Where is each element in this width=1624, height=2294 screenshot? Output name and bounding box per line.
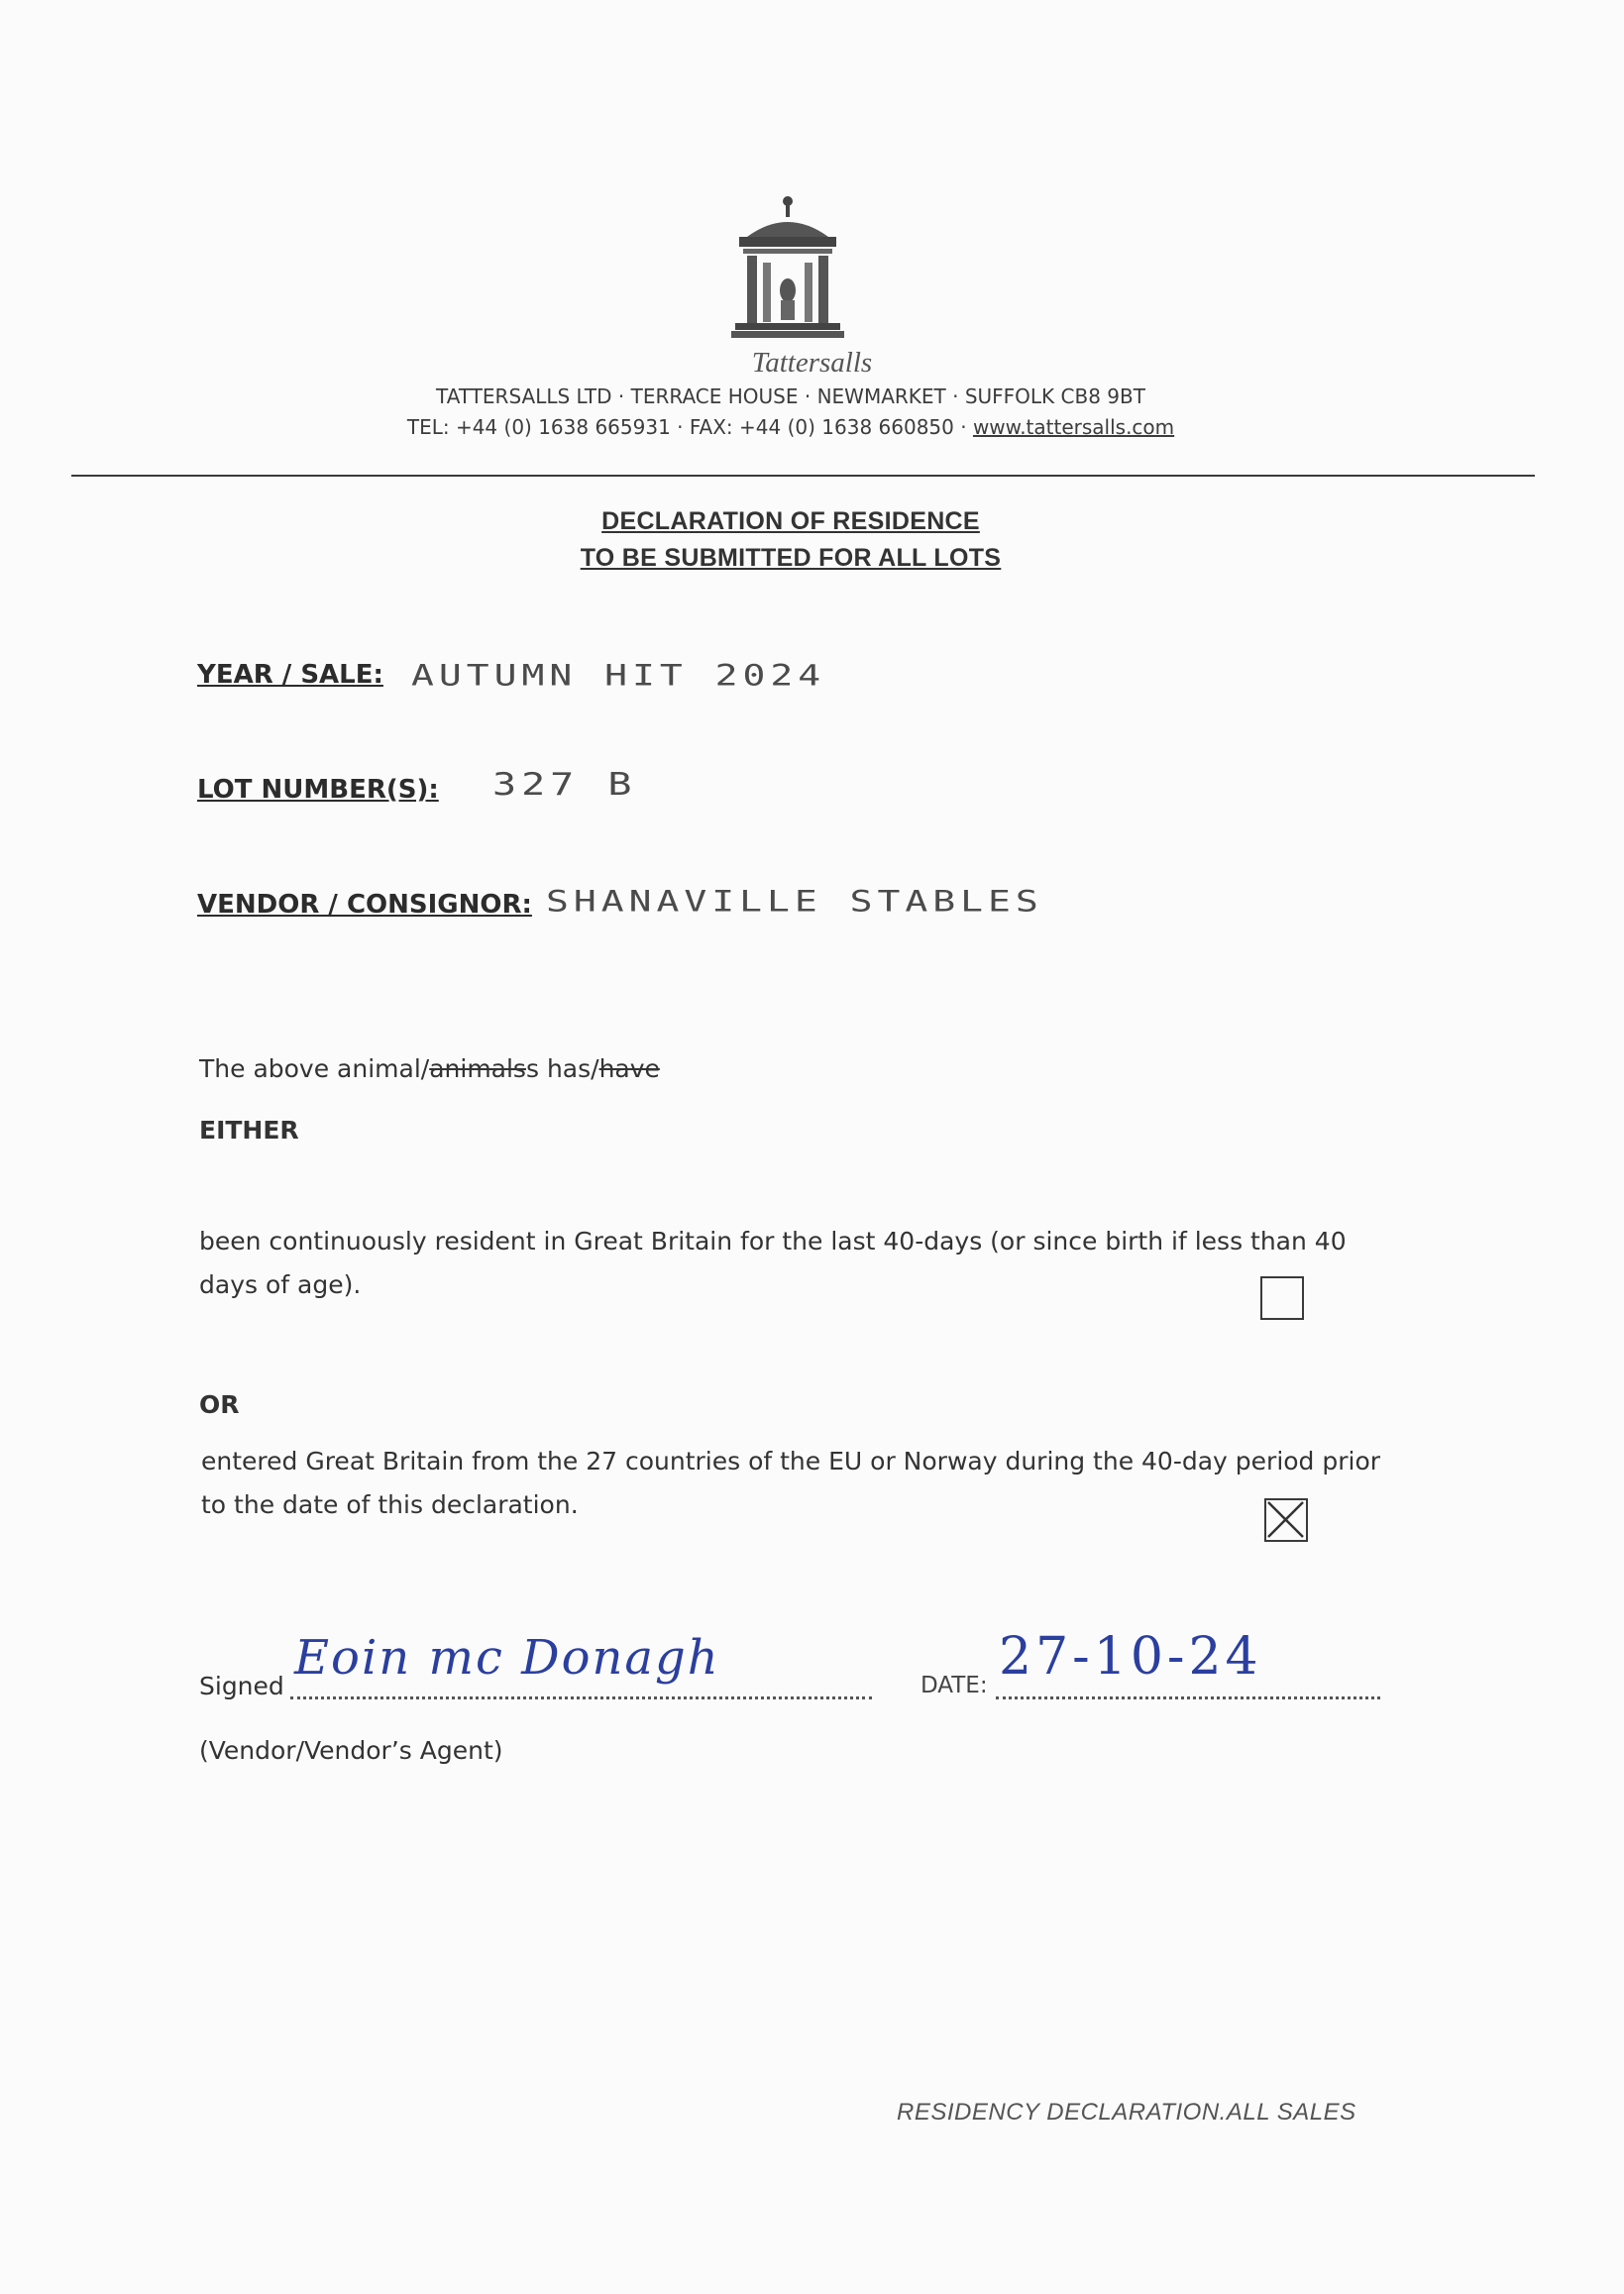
option1-checkbox[interactable] [1260,1276,1304,1320]
brand-name: Tattersalls [751,347,873,379]
handwritten-signature: Eoin mc Donagh [294,1630,720,1686]
struck-word-have: have [598,1054,660,1083]
handwritten-date: 27-10-24 [999,1627,1262,1687]
signature-line [290,1696,872,1699]
option2-text: entered Great Britain from the 27 countries of the EU or Norway during the 40-day period prior to the date of this declaration. [201,1447,1381,1519]
either-heading: EITHER [199,1116,299,1145]
company-address: TATTERSALLS LTD · TERRACE HOUSE · NEWMARKET · SUFFOLK CB8 9BT [436,384,1145,408]
year-sale-value: AUTUMN HIT 2024 [411,658,826,693]
date-line [996,1696,1380,1699]
company-contact [0,415,1581,439]
vendor-label: VENDOR / CONSIGNOR: [197,890,532,920]
option2-checkbox[interactable] [1264,1498,1308,1542]
document-title: DECLARATION OF RESIDENCE [601,507,980,535]
statement-part1: The above animal/ [199,1054,430,1083]
header-divider [71,475,1535,477]
signer-role: (Vendor/Vendor’s Agent) [199,1736,503,1765]
checkbox-cross-icon [1266,1500,1305,1539]
year-sale-label: YEAR / SALE: [197,660,383,690]
contact-line: TEL: +44 (0) 1638 665931 · FAX: +44 (0) 1638 660850 · [406,415,973,439]
footer-label: RESIDENCY DECLARATION.ALL SALES [897,2099,1356,2126]
lot-number-label: LOT NUMBER(S): [197,775,439,805]
signed-label: Signed [199,1672,284,1700]
tattersalls-logo-icon [725,193,850,342]
document-subtitle: TO BE SUBMITTED FOR ALL LOTS [580,544,1002,572]
website-link[interactable]: www.tattersalls.com [972,415,1175,439]
statement-part3: s has/ [525,1054,599,1083]
vendor-value: SHANAVILLE STABLES [546,884,1043,919]
statement-intro [199,1047,660,1091]
date-label: DATE: [920,1673,988,1698]
lot-number-value: 327 B [492,767,637,803]
struck-word-animals: animals [429,1054,526,1083]
or-heading: OR [199,1390,240,1419]
option1-text: been continuously resident in Great Britain for the last 40-days (or since birth if less than 40 days of age). [199,1227,1347,1299]
